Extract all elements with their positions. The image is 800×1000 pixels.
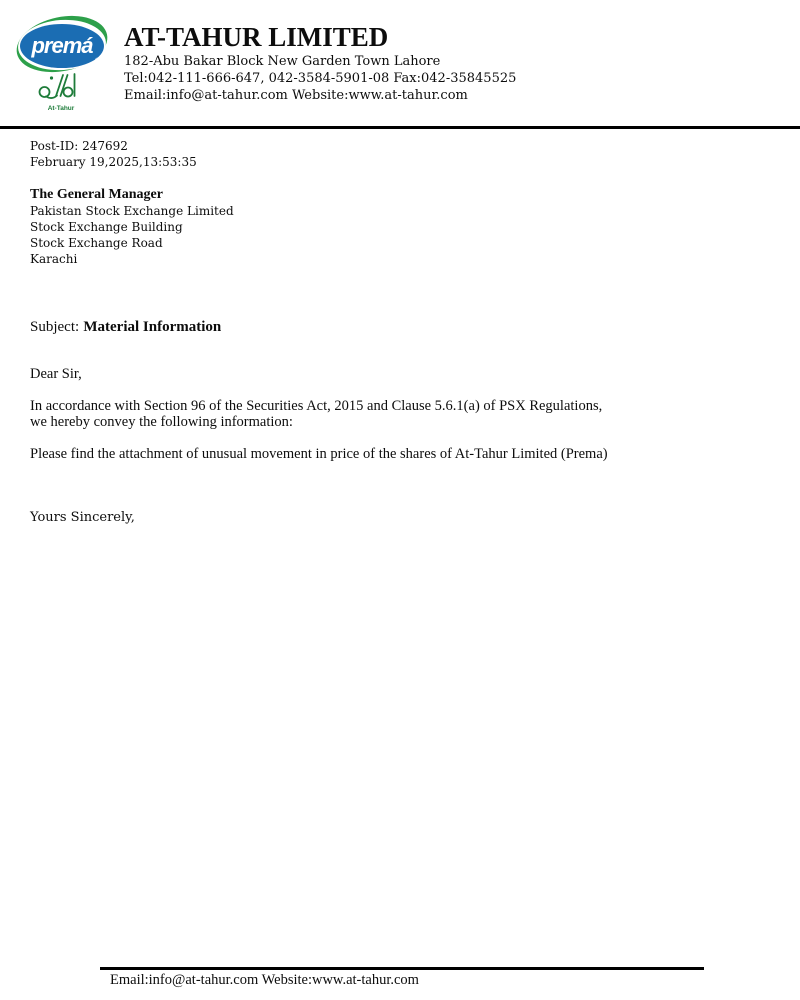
- prema-wordmark: premá: [31, 33, 93, 58]
- company-address: 182-Abu Bakar Block New Garden Town Lahore: [124, 54, 441, 69]
- emblem-label: At-Tahur: [47, 105, 75, 112]
- body-paragraph-1: [30, 398, 602, 430]
- letter-datetime: February 19,2025,13:53:35: [30, 155, 197, 169]
- registered-trademark-icon: ®: [95, 58, 101, 65]
- footer-divider: [100, 967, 704, 970]
- subject-value: Material Information: [83, 319, 222, 335]
- header-divider: [0, 126, 800, 129]
- company-name: AT-TAHUR LIMITED: [124, 22, 389, 52]
- recipient-building: Stock Exchange Building: [30, 220, 183, 234]
- closing: Yours Sincerely,: [30, 510, 135, 525]
- body-paragraph-1-line-2: we hereby convey the following information:: [30, 414, 293, 431]
- company-phone: Tel:042-111-666-647, 042-3584-5901-08 Fax:042-35845525: [124, 71, 517, 86]
- recipient-title: The General Manager: [30, 187, 163, 202]
- company-contact: Email:info@at-tahur.com Website:www.at-tahur.com: [124, 88, 468, 103]
- salutation: Dear Sir,: [30, 366, 82, 382]
- recipient-city: Karachi: [30, 252, 78, 266]
- subject-line: [30, 318, 221, 336]
- prema-logo: [16, 14, 108, 76]
- footer-contact: Email:info@at-tahur.com Website:www.at-tahur.com: [110, 972, 419, 988]
- recipient-org: Pakistan Stock Exchange Limited: [30, 204, 234, 218]
- body-paragraph-1-line-1: In accordance with Section 96 of the Securities Act, 2015 and Clause 5.6.1(a) of PSX Regulations,: [30, 398, 603, 414]
- arabic-calligraphy-icon: [36, 70, 86, 102]
- recipient-block: [30, 187, 234, 267]
- subject-label: Subject:: [30, 319, 80, 335]
- recipient-road: Stock Exchange Road: [30, 236, 163, 250]
- body-paragraph-2: Please find the attachment of unusual movement in price of the shares of At-Tahur Limited (Prema): [30, 446, 608, 462]
- at-tahur-emblem: [36, 70, 86, 112]
- post-id: Post-ID: 247692: [30, 139, 128, 153]
